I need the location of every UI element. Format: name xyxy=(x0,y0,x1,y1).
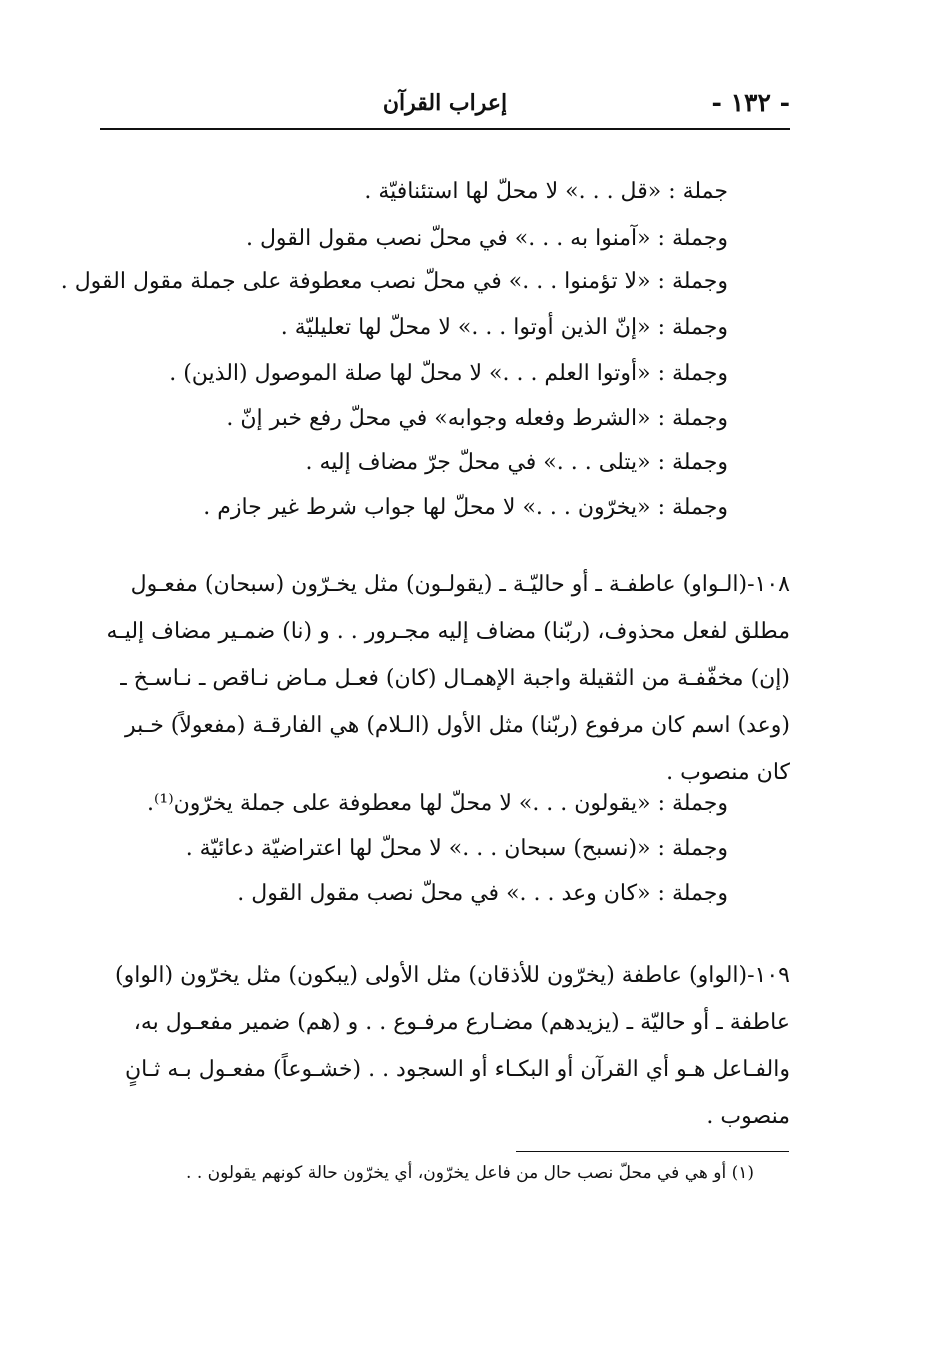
page-header xyxy=(100,88,790,128)
sentence-line: وجملة : «كان وعد . . .» في محلّ نصب مقول القول . xyxy=(237,881,728,906)
footnote-rule xyxy=(516,1151,789,1152)
paragraph-108 xyxy=(100,561,790,796)
sentence-line: وجملة : «آمنوا به . . .» في محلّ نصب مقول القول . xyxy=(245,226,728,251)
paragraph-line: ١٠٩-(الواو) عاطفة (يخرّون للأذقان) مثل الأولى (يبكون) مثل يخرّون (الواو) xyxy=(115,963,790,988)
paragraph-line: (وعد) اسم كان مرفوع (ربّنا) مثل الأول (الـلام) هي الفارقـة (مفعولاً) خـبر xyxy=(124,713,790,738)
sentence-line: وجملة : «يتلى . . .» في محلّ جرّ مضاف إليه . xyxy=(305,450,728,475)
sentence-line: وجملة : «لا تؤمنوا . . .» في محلّ نصب معطوفة على جملة مقول القول . xyxy=(60,269,728,294)
sentence-line: وجملة : «(نسبح) سبحان . . .» لا محلّ لها اعتراضيّة دعائيّة . xyxy=(185,836,728,861)
header-rule xyxy=(100,128,790,130)
paragraph-line: ١٠٨-(الـواو) عاطفـة ـ أو حاليّـة ـ (يقولـون) مثل يخـرّون (سبحان) مفعـول xyxy=(130,572,790,597)
paragraph-line: (إن) مخفّفـة من الثقيلة واجبة الإهمـال (كان) فعـل مـاض نـاقص ـ نـاسـخ ـ xyxy=(120,666,790,691)
paragraph-line: عاطفة ـ أو حاليّة ـ (يزيدهم) مضـارع مرفـوع . . و (هم) ضمير مفعـول به، xyxy=(133,1010,790,1035)
sentence-line: وجملة : «يخرّون . . .» لا محلّ لها جواب شرط غير جازم . xyxy=(203,495,728,520)
sentence-line: وجملة : «أوتوا العلم . . .» لا محلّ لها صلة الموصول (الذين) . xyxy=(169,361,728,386)
sentence-line: وجملة : «الشرط وفعله وجوابه» في محلّ رفع خبر إنّ . xyxy=(226,406,728,431)
paragraph-line: والفـاعل هـو أي القرآن أو البكـاء أو السجود . . (خشـوعاً) مفعـول بـه ثـانٍ xyxy=(124,1057,790,1082)
footnote: (١) أو هي في محلّ نصب حال من فاعل يخرّون، أي يخرّون حالة كونهم يقولون . . xyxy=(186,1163,754,1183)
page-number: - ١٣٢ - xyxy=(711,88,790,117)
paragraph-line: كان منصوب . xyxy=(666,760,790,785)
running-title: إعراب القرآن xyxy=(382,90,508,116)
paragraph-line: مطلق لفعل محذوف، (ربّنا) مضاف إليه مجـرور . . و (نا) ضمـير مضاف إليـه xyxy=(106,619,790,644)
sentence-line: وجملة : «إنّ الذين أوتوا . . .» لا محلّ لها تعليليّة . xyxy=(280,315,728,340)
paragraph-109 xyxy=(100,952,790,1140)
paragraph-line: منصوب . xyxy=(706,1104,790,1129)
sentence-line: جملة : «قل . . .» لا محلّ لها استئنافيّة . xyxy=(364,179,728,204)
sentence-line: وجملة : «يقولون . . .» لا محلّ لها معطوفة على جملة يخرّون⁽¹⁾. xyxy=(147,791,728,816)
